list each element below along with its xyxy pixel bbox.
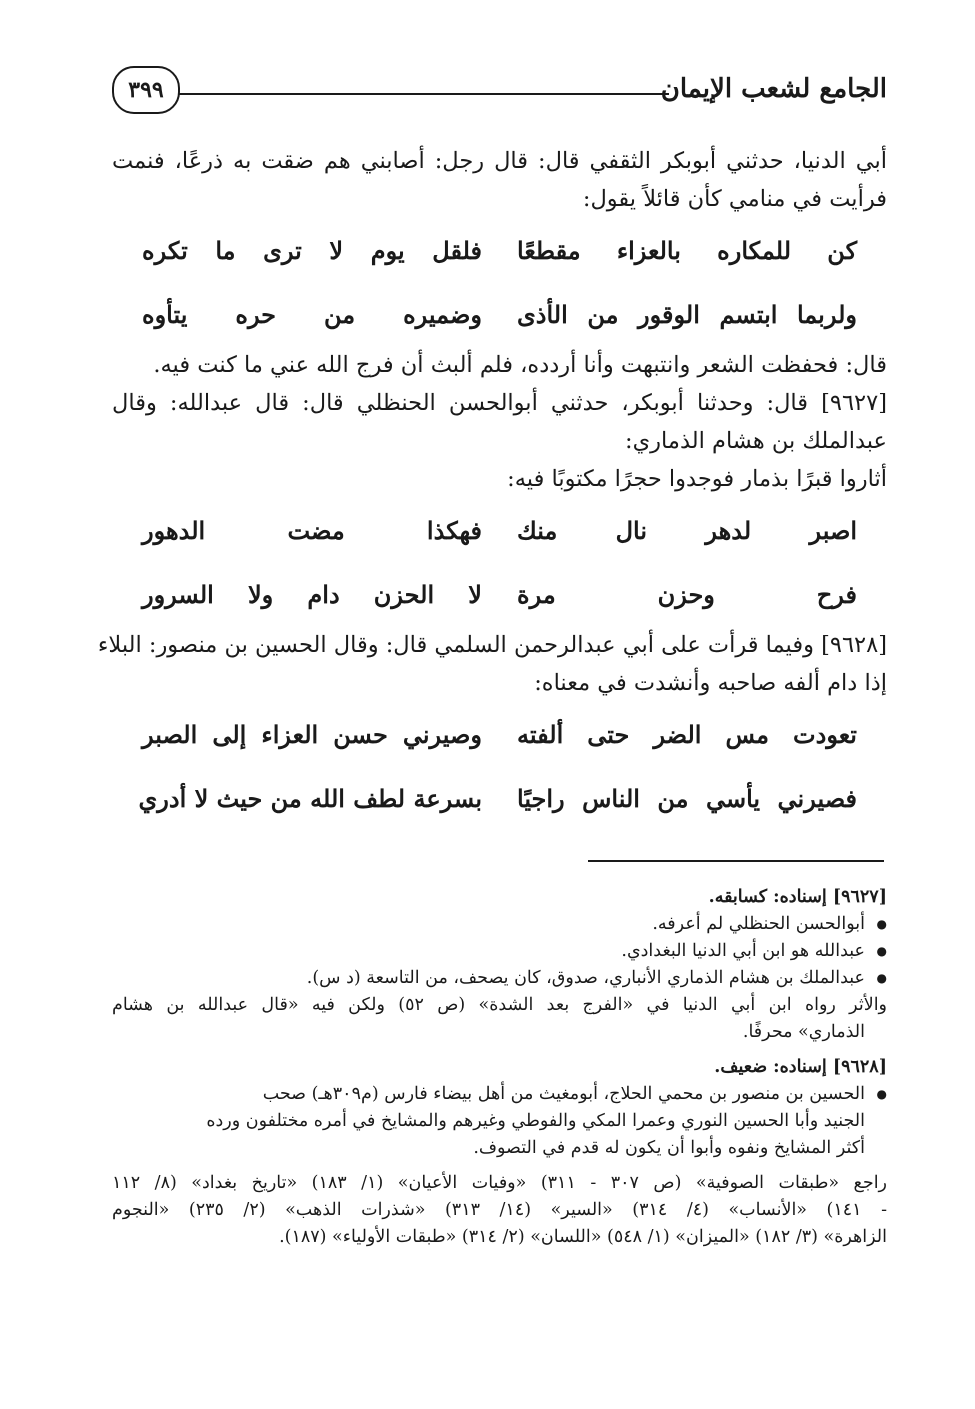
verse-hemistich: وصيرني حسن العزاء إلى الصبر xyxy=(142,719,482,749)
verse-hemistich: وضميره من حره يتأوه xyxy=(142,299,482,329)
text-line: [٩٦٢٨] وفيما قرأت على أبي عبدالرحمن السلمي قال: وقال الحسين بن منصور: البلاء xyxy=(97,632,887,658)
verse-hemistich: فهكذا مضت الدهور xyxy=(142,515,482,545)
text-line: [٩٦٢٧] قال: وحدثنا أبوبكر، حدثني أبوالحسن الحنظلي قال: قال عبدالله: وقال xyxy=(112,390,887,416)
footnote-bullet: ● عبدالله هو ابن أبي الدنيا البغدادي. xyxy=(112,938,887,965)
verse-hemistich: ولربما ابتسم الوقور من الأذى xyxy=(517,299,857,329)
footnote-reference: - ١٤١) «الأنساب» (٤/ ٣١٤) «السير» (١٤/ ٣١٣) «شذرات الذهب» (٢/ ٢٣٥) «النجوم xyxy=(112,1200,888,1220)
footnote-bullet: ● أبوالحسن الحنظلي لم أعرفه. xyxy=(112,911,887,938)
verse-hemistich: فلقل يوم لا ترى ما تكره xyxy=(142,235,482,265)
header-rule xyxy=(174,93,669,95)
footnote-separator xyxy=(588,860,884,862)
verse-hemistich: كن للمكاره بالعزاء مقطعًا xyxy=(517,235,857,265)
verse-line xyxy=(112,766,887,830)
text-line: إذا دام ألفه صاحبه وأنشدت في معناه: xyxy=(534,670,887,696)
footnotes xyxy=(112,880,887,1251)
footnote-line: الذماري» محرفًا. xyxy=(742,1022,865,1042)
footnote-reference: راجع «طبقات الصوفية» (ص ٣٠٧ - ٣١١) «وفيات الأعيان» (١/ ١٨٣) «تاريخ بغداد» (٨/ ١١٢ xyxy=(112,1173,888,1193)
book-title: الجامع لشعب الإيمان xyxy=(660,74,887,104)
footnote-bullet: ● الحسين بن منصور بن محمي الحلاج، أبومغيث من أهل بيضاء فارس (م٣٠٩هـ) صحب xyxy=(112,1081,887,1108)
verse-hemistich: لا الحزن دام ولا السرور xyxy=(142,579,482,609)
verse-line xyxy=(112,702,887,766)
verse-hemistich: بسرعة لطف الله من حيث لا أدري xyxy=(138,783,482,813)
footnote-line: أكثر المشايخ ونفوه وأبوا أن يكون له قدم في التصوف. xyxy=(473,1138,865,1158)
verse-line xyxy=(112,562,887,626)
footnote-reference: الزاهرة» (٣/ ١٨٢) «الميزان» (١/ ٥٤٨) «اللسان» (٢/ ٣١٤) «طبقات الأولياء» (١٨٧). xyxy=(279,1227,887,1247)
footnote-line: والأثر رواه ابن أبي الدنيا في «الفرج بعد الشدة» (ص ٥٢) ولكن فيه «قال عبدالله بن هشام xyxy=(112,995,888,1015)
verse-line xyxy=(112,282,887,346)
main-text xyxy=(97,142,887,830)
footnote-bullet: ● عبدالملك بن هشام الذماري الأنباري، صدوق، كان يصحف، من التاسعة (د س). xyxy=(112,965,887,992)
footnote-heading: [٩٦٢٨] إسناده: ضعيف. xyxy=(714,1057,887,1077)
verse-hemistich: تعودت مس الضر حتى ألفته xyxy=(517,719,857,749)
page-number: ٣٩٩ xyxy=(112,66,180,114)
verse-line xyxy=(112,498,887,562)
text-line: قال: فحفظت الشعر وانتبهت وأنا أردده، فلم ألبث أن فرج الله عني ما كنت فيه. xyxy=(153,352,887,378)
verse-hemistich: فرح وحزن مرة xyxy=(517,579,857,609)
verse-hemistich: اصبر لدهر نال منك xyxy=(517,515,857,545)
verse-hemistich: فصيرني يأسي من الناس راجيًا xyxy=(517,783,857,813)
text-line: أبي الدنيا، حدثني أبوبكر الثقفي قال: قال رجل: أصابني هم ضقت به ذرعًا، فنمت xyxy=(112,148,887,174)
footnote-heading: [٩٦٢٧] إسناده: كسابقه. xyxy=(708,887,887,907)
text-line: أثاروا قبرًا بذمار فوجدوا حجرًا مكتوبًا فيه: xyxy=(507,466,887,492)
text-line: فرأيت في منامي كأن قائلاً يقول: xyxy=(582,186,887,212)
footnote-line: الجنيد وأبا الحسين النوري وعمرا المكي والفوطي وغيرهم والمشايخ في أمره مختلفون ورده xyxy=(206,1111,865,1131)
running-header xyxy=(112,66,887,118)
text-line: عبدالملك بن هشام الذماري: xyxy=(624,428,887,454)
verse-line xyxy=(112,218,887,282)
